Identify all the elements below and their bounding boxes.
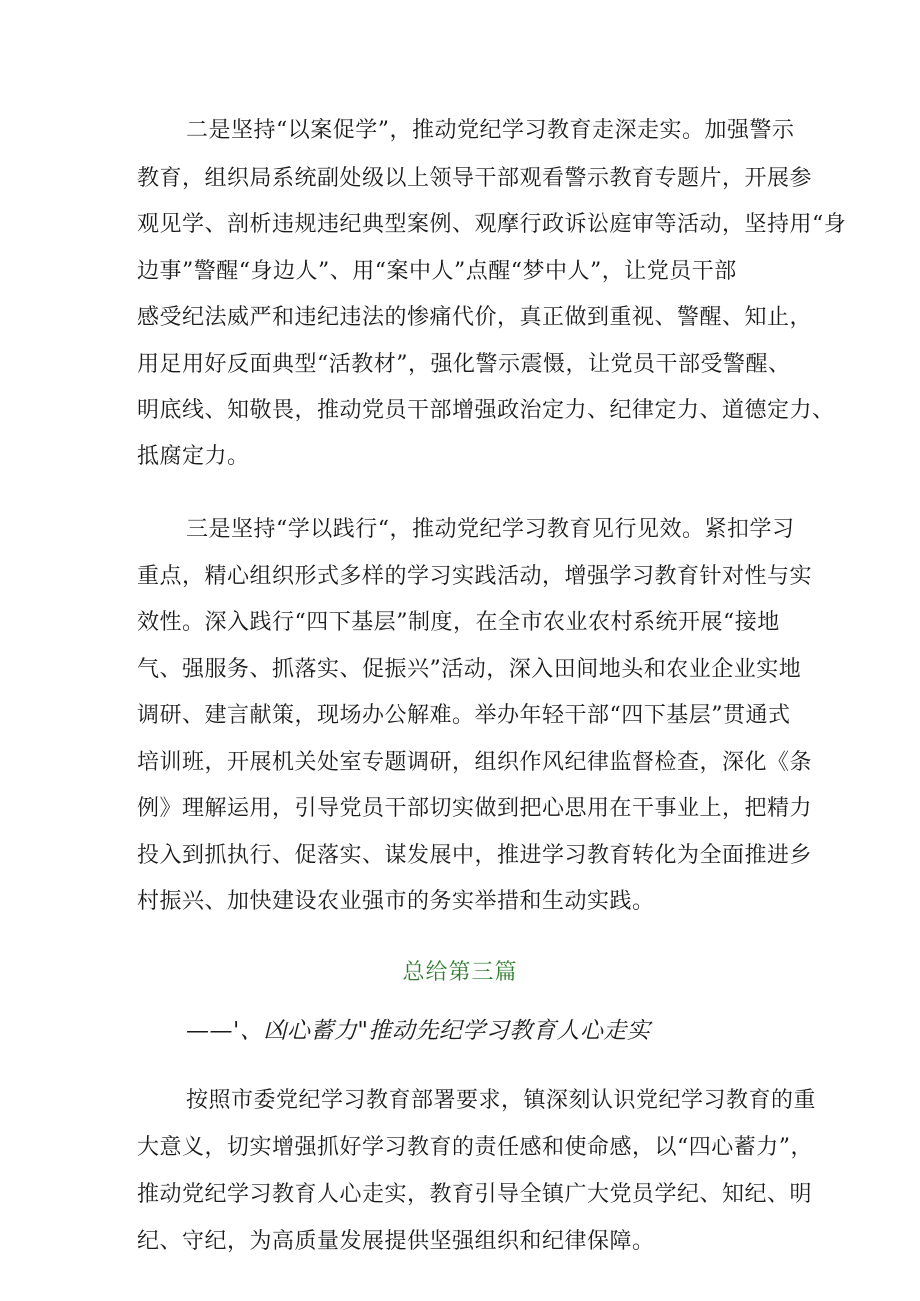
paragraph-line: 抵腐定力。 xyxy=(137,444,250,469)
paragraph-line: 用足用好反面典型“活教材”，强化警示震慑，让党员干部受警醒、 xyxy=(137,352,791,377)
paragraph-line: 村振兴、加快建设农业强市的务实举措和生动实践。 xyxy=(137,889,655,914)
section-title: 总给第三篇 xyxy=(402,960,518,985)
paragraph-line: 纪、守纪，为高质量发展提供坚强组织和纪律保障。 xyxy=(137,1229,655,1254)
paragraph-line: 三是坚持“学以践行“，推动党纪学习教育见行见效。紧扣学习 xyxy=(186,517,795,542)
paragraph-line: 边事”警醒“身边人”、用“案中人”点醒“梦中人”，让党员干部 xyxy=(137,259,737,284)
paragraph-line: 二是坚持“以案促学”，推动党纪学习教育走深走实。加强警示 xyxy=(186,118,795,143)
subheading: ——'、凶心蓄力"推动先纪学习教育人心走实 xyxy=(186,1018,651,1044)
paragraph-line: 观见学、剖析违规违纪典型案例、观摩行政诉讼庭审等活动，坚持用“身 xyxy=(137,212,847,237)
paragraph-line: 重点，精心组织形式多样的学习实践活动，增强学习教育针对性与实 xyxy=(137,564,813,589)
paragraph-line: 教育，组织局系统副处级以上领导干部观看警示教育专题片，开展参 xyxy=(137,166,813,191)
paragraph-line: 按照市委党纪学习教育部署要求，镇深刻认识党纪学习教育的重 xyxy=(186,1088,817,1113)
paragraph-line: 气、强服务、抓落实、促振兴”活动，深入田间地头和农业企业实地 xyxy=(137,657,802,682)
paragraph-line: 例》理解运用，引导党员干部切实做到把心思用在干事业上，把精力 xyxy=(137,796,813,821)
paragraph-line: 培训班，开展机关处室专题调研，组织作风纪律监督检查，深化《条 xyxy=(137,750,813,775)
paragraph-line: 明底线、知敬畏，推动党员干部增强政治定力、纪律定力、道德定力、 xyxy=(137,398,835,423)
paragraph-line: 大意义，切实增强抓好学习教育的责任感和使命感，以“四心蓄力”， xyxy=(137,1135,813,1160)
paragraph-line: 效性。深入践行“四下基层”制度，在全市农业农村系统开展“接地 xyxy=(137,610,780,635)
paragraph-line: 推动党纪学习教育人心走实，教育引导全镇广大党员学纪、知纪、明 xyxy=(137,1182,813,1207)
paragraph-line: 投入到抓执行、促落实、谋发展中，推进学习教育转化为全面推进乡 xyxy=(137,843,813,868)
paragraph-line: 感受纪法威严和违纪违法的惨痛代价，真正做到重视、警醒、知止， xyxy=(137,305,813,330)
paragraph-line: 调研、建言献策，现场办公解难。举办年轻干部“四下基层”贯通式 xyxy=(137,703,791,728)
